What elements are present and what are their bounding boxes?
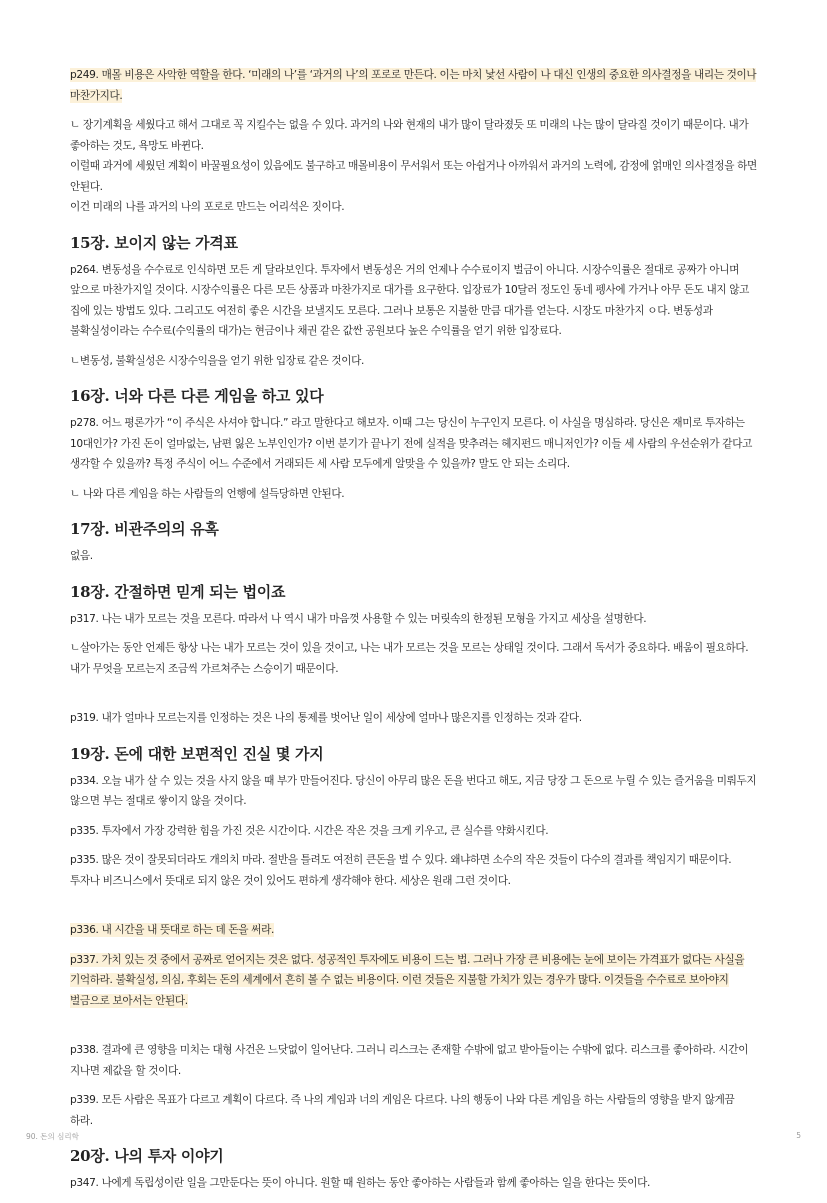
paragraph-line: 이건 미래의 나를 과거의 나의 포로로 만드는 어리석은 짓이다. bbox=[70, 201, 345, 213]
paragraph bbox=[70, 821, 758, 842]
paragraph bbox=[70, 609, 758, 630]
paragraph-text: p336. 내 시간을 내 뜻대로 하는 데 돈을 써라. bbox=[70, 924, 274, 936]
paragraph-text: 없음. bbox=[70, 550, 93, 562]
paragraph-text: p338. 결과에 큰 영향을 미치는 대형 사건은 느닷없이 일어난다. 그러니 리스크는 존재할 수밖에 없고 받아들이는 수밖에 없다. 리스크를 좋아하라. 시간이 지나면 제값을 할 것이다. bbox=[70, 1044, 749, 1077]
footer-title: 90. 돈의 심리학 bbox=[26, 1132, 79, 1141]
paragraph-line: 이럴때 과거에 세웠던 계획이 바꿀필요성이 있음에도 불구하고 매몰비용이 무서워서 또는 아쉽거나 아까워서 과거의 노력에, 감정에 얽매인 의사결정을 하면 안된다. bbox=[70, 160, 757, 193]
paragraph-text: p337. 가치 있는 것 중에서 공짜로 얻어지는 것은 없다. 성공적인 투자에도 비용이 드는 법. 그러나 가장 큰 비용에는 눈에 보이는 가격표가 없다는 사실을 기억하라. 불확실성, 의심, 후회는 돈의 세계에서 흔히 볼 수 없는 비용이다. 이런 것들은 지불할 가치가 있는 경우가 많다. 이것들을 수수료로 보아야지 벌금으로 보아서는 안된다. bbox=[70, 953, 745, 1007]
paragraph bbox=[70, 351, 758, 372]
paragraph-text: p278. 어느 평론가가 “이 주식은 사셔야 합니다.” 라고 말한다고 해보자. 이때 그는 당신이 누구인지 모른다. 이 사실을 명심하라. 당신은 재미로 투자하는 10대인가? 가진 돈이 얼마없는, 남편 잃은 노부인인가? 이번 분기가 끝나기 전에 실적을 맞추려는 헤지펀드 매니저인가? 이들 세 사람의 우선순위가 같다고 생각할 수 있을까? 특정 주식이 어느 수준에서 거래되든 세 사람 모두에게 알맞을 수 있을까? 말도 안 되는 소리다. bbox=[70, 417, 752, 470]
paragraph bbox=[70, 708, 758, 729]
paragraph-text: p317. 나는 내가 모르는 것을 모른다. 따라서 나 역시 내가 마음껏 사용할 수 있는 머릿속의 한정된 모형을 가지고 세상을 설명한다. bbox=[70, 612, 647, 625]
paragraph bbox=[70, 413, 758, 475]
chapter-heading: 18장. 간절하면 믿게 되는 법이죠 bbox=[70, 582, 286, 601]
paragraph bbox=[70, 1040, 758, 1081]
paragraph-text: ㄴ 나와 다른 게임을 하는 사람들의 언행에 설득당하면 안된다. bbox=[70, 487, 345, 500]
paragraph-text: p334. 오늘 내가 살 수 있는 것을 사지 않을 때 부가 만들어진다. 당신이 아무리 많은 돈을 번다고 해도, 지금 당장 그 돈으로 누릴 수 있는 즐거움을 미뤄두지 않으면 부는 절대로 쌓이지 않을 것이다. bbox=[70, 774, 757, 807]
chapter-heading: 17장. 비관주의의 유혹 bbox=[70, 520, 219, 538]
paragraph-text: p335. 많은 것이 잘못되더라도 개의치 마라. 절반을 틀려도 여전히 큰돈을 벌 수 있다. 왜냐하면 소수의 작은 것들이 다수의 결과를 책임지기 때문이다. 투자나 비즈니스에서 뜻대로 되지 않은 것이 있어도 편하게 생각해야 한다. 세상은 원래 그런 것이다. bbox=[70, 854, 732, 887]
paragraph bbox=[70, 115, 758, 218]
highlighted-paragraph bbox=[70, 920, 758, 941]
chapter-heading: 20장. 나의 투자 이야기 bbox=[70, 1147, 224, 1165]
page-number: 5 bbox=[796, 1131, 801, 1140]
paragraph bbox=[70, 638, 758, 679]
chapter-heading: 16장. 너와 다른 다른 게임을 하고 있다 bbox=[70, 387, 324, 405]
paragraph bbox=[70, 1173, 758, 1194]
paragraph-text: ㄴ변동성, 불확실성은 시장수익을을 얻기 위한 입장료 같은 것이다. bbox=[70, 354, 365, 367]
paragraph bbox=[70, 484, 758, 505]
chapter-heading: 15장. 보이지 않는 가격표 bbox=[70, 233, 238, 252]
highlighted-paragraph bbox=[70, 65, 758, 106]
paragraph bbox=[70, 850, 758, 891]
paragraph bbox=[70, 546, 758, 567]
chapter-heading: 19장. 돈에 대한 보편적인 진실 몇 가지 bbox=[70, 744, 324, 763]
paragraph bbox=[70, 1090, 758, 1131]
paragraph bbox=[70, 260, 758, 342]
paragraph bbox=[70, 771, 758, 812]
paragraph-text: p347. 나에게 독립성이란 일을 그만둔다는 뜻이 아니다. 원할 때 원하는 동안 좋아하는 사람들과 함께 좋아하는 일을 한다는 뜻이다. bbox=[70, 1177, 651, 1189]
paragraph-text: p335. 투자에서 가장 강력한 힘을 가진 것은 시간이다. 시간은 작은 것을 크게 키우고, 큰 실수를 약화시킨다. bbox=[70, 824, 549, 837]
paragraph-text: p264. 변동성을 수수료로 인식하면 모든 게 달라보인다. 투자에서 변동성은 거의 언제나 수수료이지 벌금이 아니다. 시장수익률은 절대로 공짜가 아니며 앞으로 마찬가지일 것이다. 시장수익률은 다른 모든 상품과 마찬가지로 대가를 요구한다. 입장료가 10달러 정도인 동네 펭사에 가거나 아무 돈도 내지 않고 집에 있는 방법도 있다. 그리고도 여전히 좋은 시간을 보낼지도 모른다. 그러나 보통은 지불한 만큼 대가를 얻는다. 시장도 마찬가지 ㅇ다. 변동성과 불확실성이라는 수수료(수익률의 대가)는 현금이나 채권 같은 값싼 공원보다 높은 수익률을 얻기 위한 입장료다. bbox=[70, 263, 750, 337]
paragraph-text: p339. 모든 사람은 목표가 다르고 계획이 다르다. 즉 나의 게임과 너의 게임은 다르다. 나의 행동이 나와 다른 게임을 하는 사람들의 영향을 받지 않게끔 하라. bbox=[70, 1094, 735, 1127]
paragraph-text: p319. 내가 얼마나 모르는지를 인정하는 것은 나의 통제를 벗어난 일이 세상에 얼마나 많은지를 인정하는 것과 같다. bbox=[70, 712, 582, 724]
highlighted-paragraph bbox=[70, 950, 758, 1012]
paragraph-line: ㄴ 장기계획을 세웠다고 해서 그대로 꼭 지킬수는 없을 수 있다. 과거의 나와 현재의 내가 많이 달라졌듯 또 미래의 나는 많이 달라질 것이기 때문이다. 내가 좋아하는 것도, 욕망도 바뀐다. bbox=[70, 119, 749, 152]
paragraph-text: p249. 매몰 비용은 사악한 역할을 한다. ‘미래의 나’를 ‘과거의 나’의 포로로 만든다. 이는 마치 낯선 사람이 나 대신 인생의 중요한 의사결정을 내리는 것이나 마찬가지다. bbox=[70, 69, 757, 102]
paragraph-text: ㄴ살아가는 동안 언제든 항상 나는 내가 모르는 것이 있을 것이고, 나는 내가 모르는 것을 모르는 상태일 것이다. 그래서 독서가 중요하다. 배움이 필요하다. 내가 무엇을 모르는지 조금씩 가르쳐주는 스승이기 때문이다. bbox=[70, 642, 749, 675]
document-body bbox=[70, 65, 758, 1203]
